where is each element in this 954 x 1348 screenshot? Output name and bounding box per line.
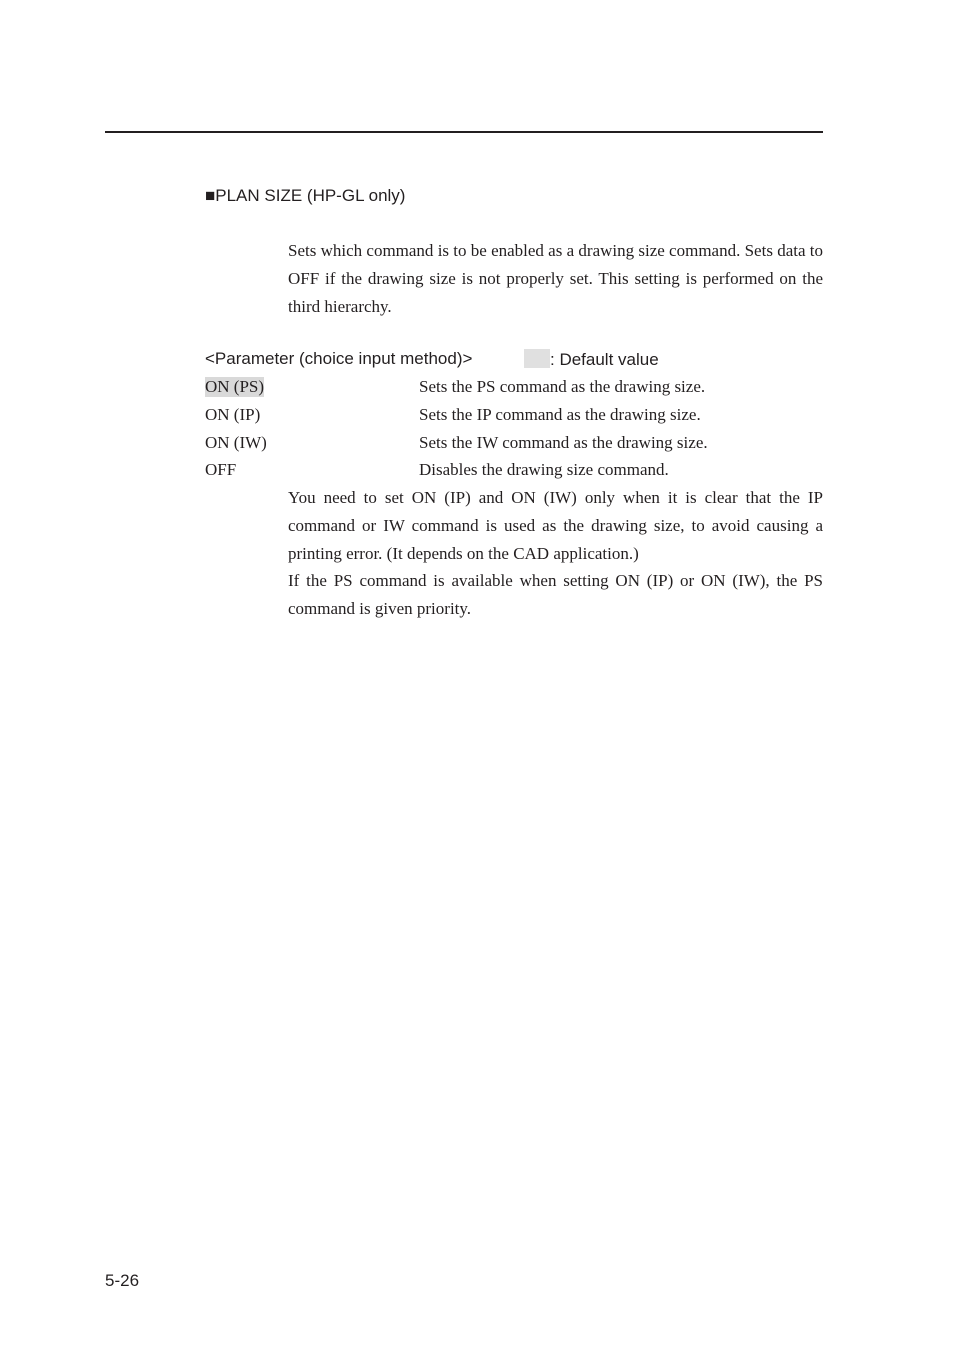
section-title: ■PLAN SIZE (HP-GL only) (205, 186, 406, 205)
intro-paragraph: Sets which command is to be enabled as a drawing size command. Sets data to OFF if the drawing size is not properly set. This setting is performed on the third hierarchy. (288, 241, 823, 316)
page-number: 5-26 (105, 1271, 140, 1290)
param-name: ON (IW) (205, 433, 267, 452)
parameter-header: <Parameter (choice input method)> (205, 349, 473, 368)
note-paragraph: You need to set ON (IP) and ON (IW) only when it is clear that the IP command or IW command is used as the drawing size, to avoid causing a printing error. (It depends on the CAD application.) (288, 488, 823, 563)
param-desc: Sets the PS command as the drawing size. (419, 377, 706, 396)
note-paragraph: If the PS command is available when setting ON (IP) or ON (IW), the PS command is given priority. (288, 571, 823, 618)
param-desc: Sets the IP command as the drawing size. (419, 405, 701, 424)
default-legend-text: : Default value (550, 350, 659, 369)
param-name: ON (PS) (205, 377, 265, 396)
param-desc: Disables the drawing size command. (419, 460, 669, 479)
default-legend (524, 349, 659, 370)
header-rule (105, 131, 823, 133)
param-name: ON (IP) (205, 405, 261, 424)
default-swatch (524, 349, 550, 368)
param-name: OFF (205, 460, 237, 479)
param-desc: Sets the IW command as the drawing size. (419, 433, 708, 452)
